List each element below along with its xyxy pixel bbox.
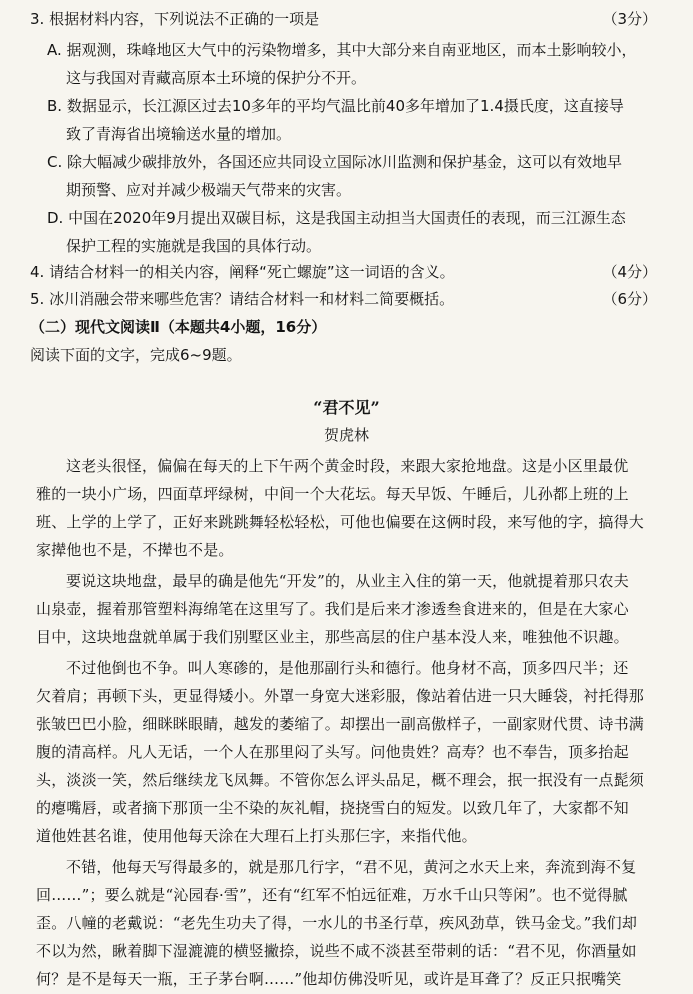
essay-line: 不以为然，瞅着脚下湿漉漉的横竖撇捺，说些不咸不淡甚至带刺的话：“君不见，你酒量如: [36, 942, 637, 960]
q3-option-b-line2: 致了青海省出境输送水量的增加。: [66, 125, 292, 143]
q4-score: （4分）: [602, 263, 657, 281]
q3-option-d-line1: D. 中国在2020年9月提出双碳目标，这是我国主动担当大国责任的表现，而三江源生态: [47, 209, 626, 227]
q3-score: （3分）: [602, 10, 657, 28]
q5-score: （6分）: [602, 290, 657, 308]
essay-line: 腹的清高样。凡人无话，一个人在那里闷了头写。问他贵姓？高寿？也不奉告，顶多抬起: [36, 743, 629, 761]
essay-author: 贺虎林: [323, 426, 369, 444]
q3-option-c-line1: C. 除大幅减少碳排放外，各国还应共同设立国际冰川监测和保护基金，这可以有效地早: [47, 153, 623, 171]
q3-stem: 3. 根据材料内容，下列说法不正确的一项是: [30, 10, 320, 28]
essay-line: 何？是不是每天一瓶，王子茅台啊……”他却仿佛没听见，或许是耳聋了？反正只抿嘴笑: [36, 970, 622, 988]
essay-line: 道他姓甚名谁，使用他每天涂在大理石上打头那仨字，来指代他。: [36, 827, 477, 845]
essay-line: 班、上学的上学了，正好来跳跳舞轻松轻松，可他也偏要在这俩时段，来写他的字，搞得大: [36, 513, 645, 531]
essay-line: 头，淡淡一笑，然后继续龙飞凤舞。不管你怎么评头品足，概不理会，抿一抿没有一点髭须: [36, 771, 645, 789]
q3-option-c-line2: 期预警、应对并减少极端天气带来的灾害。: [66, 181, 352, 199]
q5-stem: 5. 冰川消融会带来哪些危害？请结合材料一和材料二简要概括。: [30, 290, 455, 308]
essay-line: 歪。八幢的老戴说：“老先生功夫了得，一水儿的书圣行草，疾风劲草，铁马金戈。”我们却: [36, 914, 638, 932]
q3-option-b-line1: B. 数据显示，长江源区过去10多年的平均气温比前40多年增加了1.4摄氏度，这直接导: [47, 97, 624, 115]
essay-line: 不过他倒也不争。叫人寒碜的，是他那副行头和德行。他身材不高，顶多四尺半；还: [66, 659, 629, 677]
essay-line: 不错，他每天写得最多的，就是那几行字，“君不见，黄河之水天上来，奔流到海不复: [66, 858, 637, 876]
q4-stem: 4. 请结合材料一的相关内容，阐释“死亡螺旋”这一词语的含义。: [30, 263, 455, 281]
essay-line: 回……”；要么就是“沁园春·雪”，还有“红军不怕远征难，万水千山只等闲”。也不觉得腻: [36, 886, 628, 904]
q3-option-a-line1: A. 据观测，珠峰地区大气中的污染物增多，其中大部分来自南亚地区，而本土影响较小，: [47, 41, 637, 59]
essay-line: 山泉壶，握着那管塑料海绵笔在这里写了。我们是后来才渗透叁食进来的，但是在大家心: [36, 600, 629, 618]
q3-option-d-line2: 保护工程的实施就是我国的具体行动。: [66, 237, 322, 255]
essay-title: “君不见”: [313, 398, 380, 417]
q3-option-a-line2: 这与我国对青藏高原本土环境的保护分不开。: [66, 69, 367, 87]
reading-instruction: 阅读下面的文字，完成6~9题。: [30, 346, 242, 364]
essay-line: 张皱巴巴小脸，细眯眯眼睛，越发的萎缩了。却摆出一副高傲样子，一副家财代贯、诗书满: [36, 715, 645, 733]
essay-line: 欠着肩；再顿下头，更显得矮小。外罩一身宽大迷彩服，像站着估进一只大睡袋，衬托得那: [36, 687, 645, 705]
essay-line: 这老头很怪，偏偏在每天的上下午两个黄金时段，来跟大家抢地盘。这是小区里最优: [66, 457, 629, 475]
essay-line: 的瘪嘴唇，或者摘下那顶一尘不染的灰礼帽，挠挠雪白的短发。以致几年了，大家都不知: [36, 799, 629, 817]
essay-line: 家撵他也不是，不撵也不是。: [36, 541, 234, 559]
essay-line: 目中，这块地盘就单属于我们别墅区业主，那些高层的住户基本没人来，唯独他不识趣。: [36, 628, 629, 646]
section-heading: （二）现代文阅读Ⅱ（本题共4小题，16分）: [30, 318, 327, 336]
essay-line: 雅的一块小广场，四面草坪绿树，中间一个大花坛。每天早饭、午睡后，儿孙都上班的上: [36, 485, 629, 503]
essay-line: 要说这块地盘，最早的确是他先“开发”的，从业主入住的第一天，他就提着那只农夫: [66, 572, 629, 590]
